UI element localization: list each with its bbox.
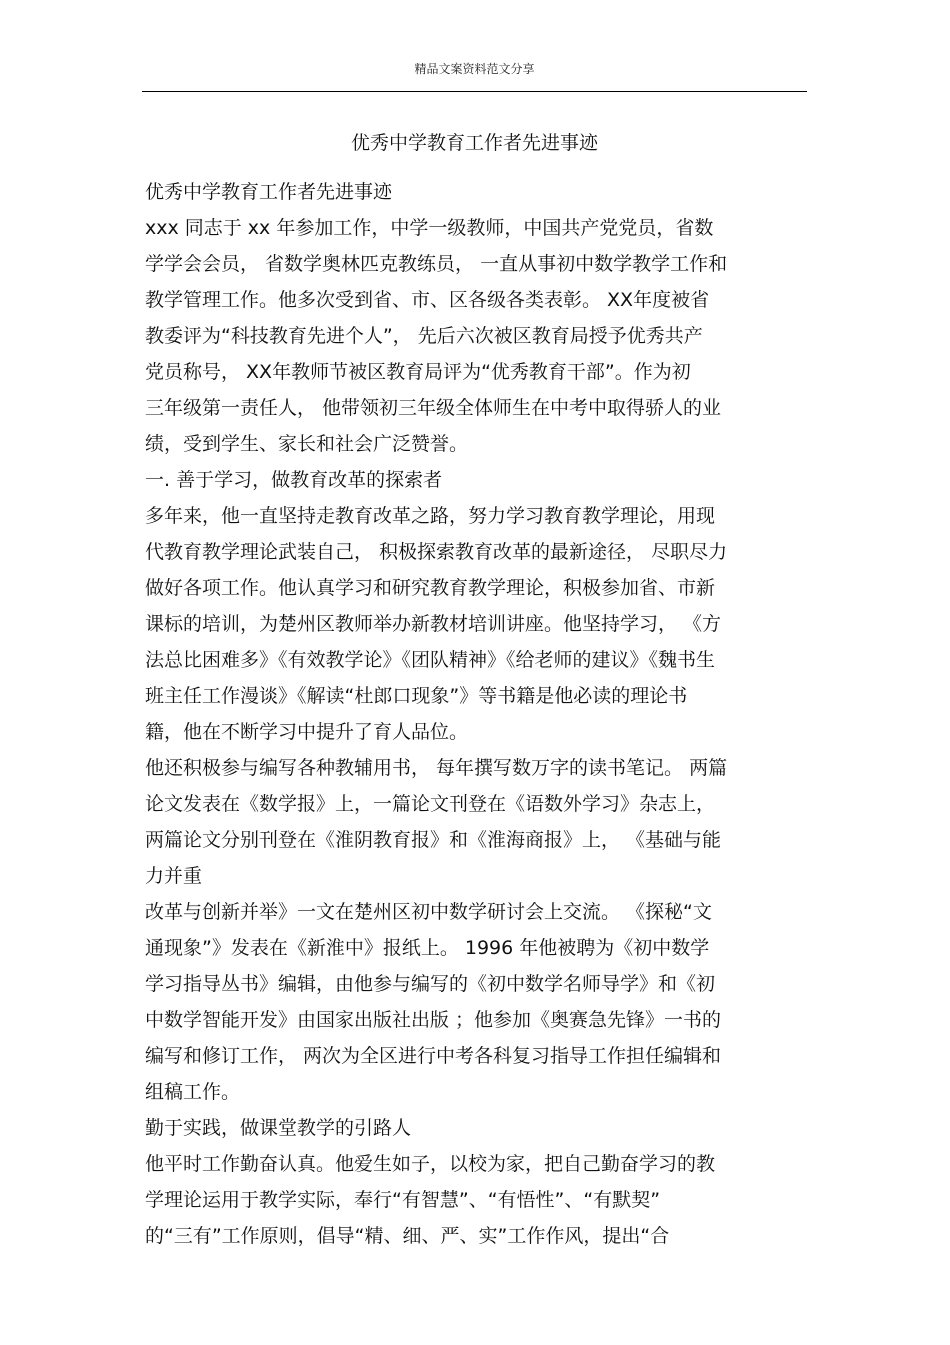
body-line: 优秀中学教育工作者先进事迹 xyxy=(145,181,393,203)
body-line: 通现象”》发表在《新淮中》报纸上。 1996 年他被聘为《初中数学 xyxy=(145,937,710,959)
body-line: 绩，受到学生、家长和社会广泛赞誉。 xyxy=(145,433,469,455)
body-line: 改革与创新并举》一文在楚州区初中数学研讨会上交流。 《探秘“文 xyxy=(145,901,712,923)
body-line: 两篇论文分别刊登在《淮阴教育报》和《淮海商报》上， 《基础与能 xyxy=(145,829,722,851)
body-line: 编写和修订工作， 两次为全区进行中考各科复习指导工作担任编辑和 xyxy=(145,1045,722,1067)
body-line: 论文发表在《数学报》上，一篇论文刊登在《语数外学习》杂志上， xyxy=(145,793,716,815)
document-title: 优秀中学教育工作者先进事迹 xyxy=(350,132,598,154)
body-line: 籍，他在不断学习中提升了育人品位。 xyxy=(145,721,469,743)
header-divider xyxy=(142,91,807,92)
body-line: 三年级第一责任人， 他带领初三年级全体师生在中考中取得骄人的业 xyxy=(145,397,722,419)
body-line: 学学会会员， 省数学奥林匹克教练员， 一直从事初中数学教学工作和 xyxy=(145,253,728,275)
body-line: 教学管理工作。他多次受到省、市、区各级各类表彰。 XX年度被省 xyxy=(145,289,710,311)
section-heading: 一. 善于学习，做教育改革的探索者 xyxy=(145,469,443,491)
body-line: 代教育教学理论武装自己， 积极探索教育改革的最新途径， 尽职尽力 xyxy=(145,541,728,563)
body-line: 他还积极参与编写各种教辅用书， 每年撰写数万字的读书笔记。 两篇 xyxy=(145,757,728,779)
body-line: 多年来，他一直坚持走教育改革之路，努力学习教育教学理论，用现 xyxy=(145,505,716,527)
body-line: 力并重 xyxy=(145,865,203,887)
body-line: 班主任工作漫谈》《解读“杜郎口现象”》等书籍是他必读的理论书 xyxy=(145,685,688,707)
body-line: 学习指导丛书》编辑，由他参与编写的《初中数学名师导学》和《初 xyxy=(145,973,716,995)
body-line: 做好各项工作。他认真学习和研究教育教学理论，积极参加省、市新 xyxy=(145,577,716,599)
body-line: 党员称号， XX年教师节被区教育局评为“优秀教育干部”。作为初 xyxy=(145,361,691,383)
body-line: xxx 同志于 xx 年参加工作，中学一级教师，中国共产党党员，省数 xyxy=(145,217,714,239)
body-line: 教委评为“科技教育先进个人”， 先后六次被区教育局授予优秀共产 xyxy=(145,325,703,347)
page-header: 精品文案资料范文分享 xyxy=(414,62,535,76)
body-line: 的“三有”工作原则，倡导“精、细、严、实”工作作风，提出“合 xyxy=(145,1225,670,1247)
document-body xyxy=(145,174,815,1254)
body-line: 法总比困难多》《有效教学论》《团队精神》《给老师的建议》《魏书生 xyxy=(145,649,716,671)
body-line: 学理论运用于教学实际，奉行“有智慧”、“有悟性”、“有默契” xyxy=(145,1189,661,1211)
body-line: 组稿工作。 xyxy=(145,1081,241,1103)
body-line: 中数学智能开发》由国家出版社出版 ；他参加《奥赛急先锋》一书的 xyxy=(145,1009,722,1031)
body-line: 课标的培训，为楚州区教师举办新教材培训讲座。他坚持学习， 《方 xyxy=(145,613,722,635)
body-line: 他平时工作勤奋认真。他爱生如子，以校为家，把自己勤奋学习的教 xyxy=(145,1153,716,1175)
section-heading: 勤于实践，做课堂教学的引路人 xyxy=(145,1117,412,1139)
